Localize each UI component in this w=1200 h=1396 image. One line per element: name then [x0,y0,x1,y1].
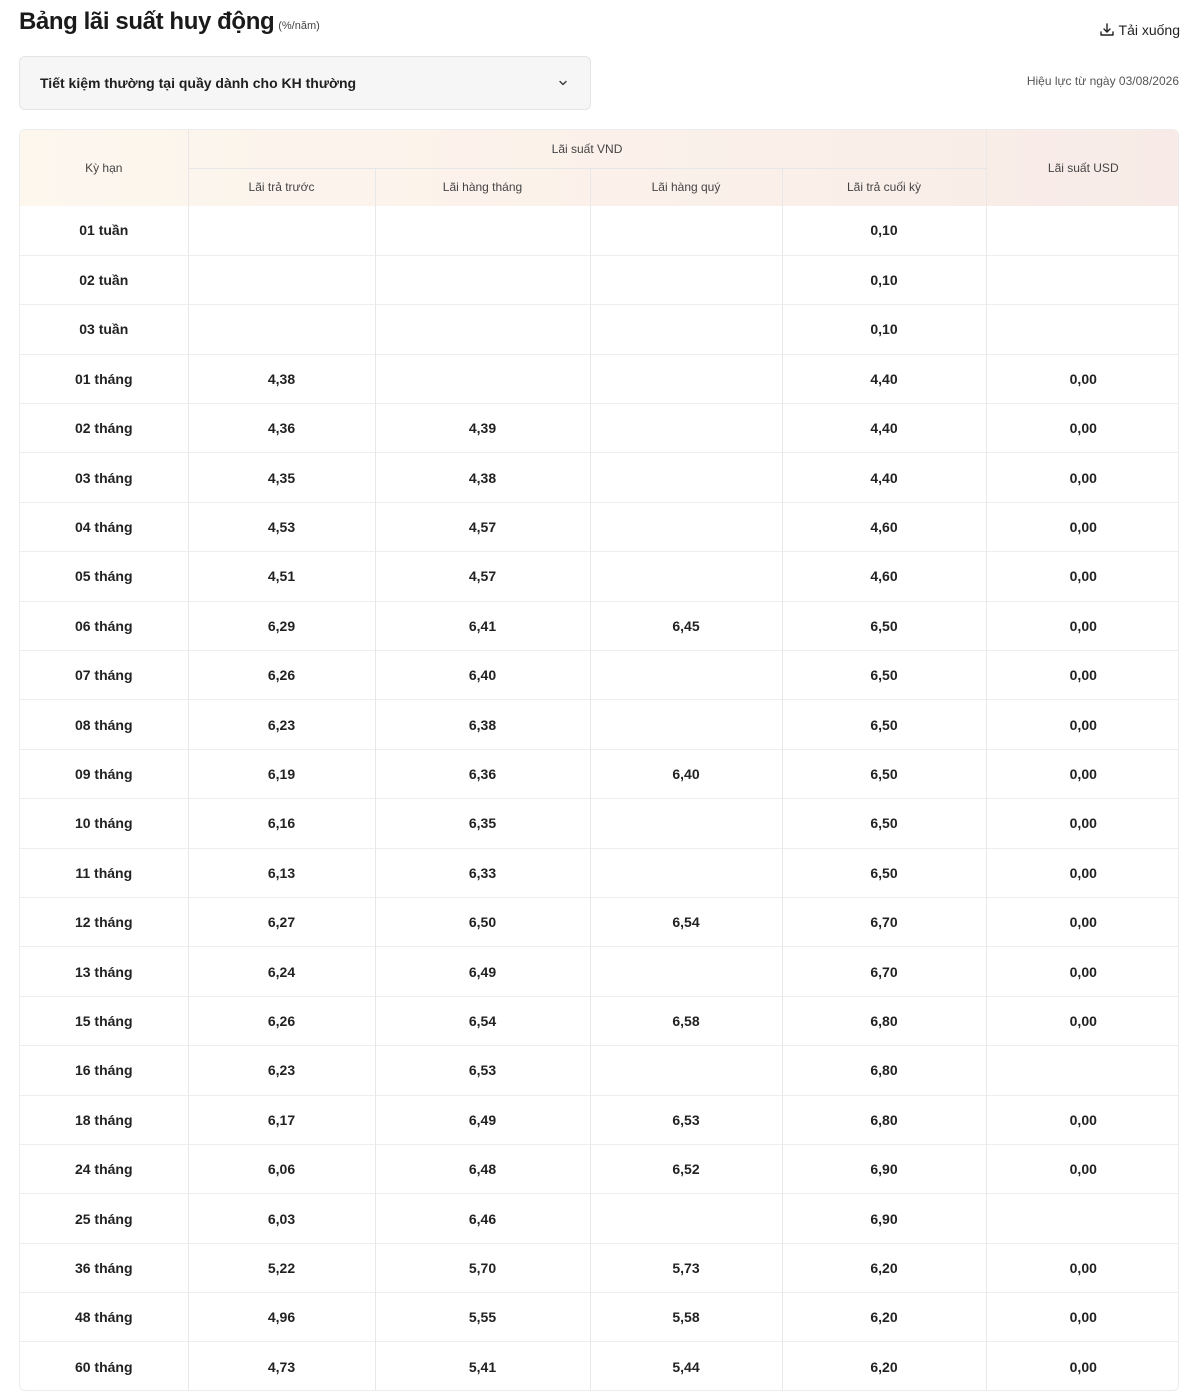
cell-term: 09 tháng [20,749,188,798]
cell-quarterly: 5,73 [590,1243,782,1292]
cell-usd: 0,00 [986,1293,1179,1342]
cell-quarterly [590,206,782,255]
cell-quarterly: 6,45 [590,601,782,650]
table-row [20,848,1179,897]
rates-table [20,130,1179,1391]
col-header-monthly: Lãi hàng tháng [375,168,590,206]
cell-quarterly [590,848,782,897]
cell-monthly: 6,36 [375,749,590,798]
cell-prepaid: 6,26 [188,996,375,1045]
cell-usd: 0,00 [986,651,1179,700]
cell-maturity: 6,50 [782,700,986,749]
cell-prepaid: 6,27 [188,897,375,946]
title-unit: (%/năm) [278,20,320,32]
cell-monthly: 5,41 [375,1342,590,1391]
cell-quarterly: 6,40 [590,749,782,798]
cell-term: 15 tháng [20,996,188,1045]
cell-monthly: 5,70 [375,1243,590,1292]
table-row [20,1046,1179,1095]
cell-term: 03 tháng [20,453,188,502]
cell-quarterly [590,552,782,601]
cell-maturity: 6,80 [782,996,986,1045]
cell-usd: 0,00 [986,947,1179,996]
cell-maturity: 6,70 [782,897,986,946]
cell-prepaid: 4,38 [188,354,375,403]
cell-usd [986,1046,1179,1095]
cell-usd: 0,00 [986,502,1179,551]
cell-maturity: 6,90 [782,1144,986,1193]
cell-usd: 0,00 [986,601,1179,650]
cell-quarterly [590,1194,782,1243]
cell-maturity: 4,40 [782,404,986,453]
cell-monthly: 4,38 [375,453,590,502]
download-button[interactable] [1099,22,1180,38]
cell-prepaid: 6,29 [188,601,375,650]
cell-monthly [375,305,590,354]
cell-prepaid: 4,73 [188,1342,375,1391]
cell-maturity: 6,50 [782,651,986,700]
cell-usd: 0,00 [986,700,1179,749]
cell-quarterly [590,799,782,848]
cell-prepaid: 6,19 [188,749,375,798]
cell-quarterly: 6,53 [590,1095,782,1144]
cell-term: 01 tuần [79,222,129,239]
cell-monthly: 6,38 [375,700,590,749]
cell-quarterly: 5,58 [590,1293,782,1342]
cell-maturity: 6,20 [782,1342,986,1391]
cell-monthly: 6,33 [375,848,590,897]
cell-maturity: 4,60 [782,552,986,601]
cell-prepaid: 5,22 [188,1243,375,1292]
title-group [19,8,320,36]
cell-term: 08 tháng [20,700,188,749]
cell-term: 05 tháng [20,552,188,601]
col-header-quarterly: Lãi hàng quý [590,168,782,206]
table-row [20,502,1179,551]
cell-term: 10 tháng [20,799,188,848]
cell-monthly [375,206,590,255]
cell-term: 24 tháng [20,1144,188,1193]
cell-quarterly: 5,44 [590,1342,782,1391]
cell-usd: 0,00 [986,354,1179,403]
cell-usd: 0,00 [986,1095,1179,1144]
cell-term: 11 tháng [20,848,188,897]
cell-monthly: 6,50 [375,897,590,946]
cell-term: 07 tháng [20,651,188,700]
cell-monthly [375,354,590,403]
cell-usd: 0,00 [986,897,1179,946]
cell-quarterly [590,404,782,453]
cell-usd: 0,00 [986,453,1179,502]
effective-date: Hiệu lực từ ngày 03/08/2026 [1026,74,1179,88]
cell-monthly: 6,54 [375,996,590,1045]
cell-term: 02 tuần [20,255,188,304]
table-row [20,1095,1179,1144]
cell-usd [986,305,1179,354]
cell-term: 60 tháng [20,1342,188,1391]
cell-maturity: 6,80 [782,1095,986,1144]
cell-maturity: 6,20 [782,1293,986,1342]
cell-term: 02 tháng [20,404,188,453]
download-label: Tải xuống [1118,22,1180,38]
cell-usd: 0,00 [986,799,1179,848]
rates-table-body [20,206,1179,1391]
cell-term: 16 tháng [20,1046,188,1095]
table-row [20,354,1179,403]
cell-maturity: 6,50 [782,601,986,650]
cell-usd [986,206,1179,255]
cell-term: 13 tháng [20,947,188,996]
col-header-usd: Lãi suất USD [986,130,1179,206]
cell-prepaid: 6,23 [188,1046,375,1095]
table-row [20,601,1179,650]
cell-monthly: 5,55 [375,1293,590,1342]
cell-maturity: 6,50 [782,749,986,798]
cell-maturity: 0,10 [782,206,986,255]
cell-monthly: 6,53 [375,1046,590,1095]
cell-quarterly [590,502,782,551]
cell-usd: 0,00 [986,552,1179,601]
table-row [20,749,1179,798]
cell-prepaid: 6,26 [188,651,375,700]
cell-quarterly [590,305,782,354]
cell-maturity: 4,40 [782,354,986,403]
col-header-maturity: Lãi trả cuối kỳ [782,168,986,206]
cell-monthly: 6,35 [375,799,590,848]
cell-monthly: 6,40 [375,651,590,700]
cell-quarterly [590,1046,782,1095]
rates-table-container [19,129,1179,1391]
cell-monthly: 6,41 [375,601,590,650]
cell-prepaid: 4,51 [188,552,375,601]
table-row [20,651,1179,700]
cell-prepaid: 6,06 [188,1144,375,1193]
cell-quarterly [590,354,782,403]
cell-usd [986,1194,1179,1243]
page-header [19,8,1180,44]
cell-term: 04 tháng [20,502,188,551]
table-row [20,453,1179,502]
cell-prepaid: 6,23 [188,700,375,749]
cell-maturity: 6,90 [782,1194,986,1243]
table-row [20,1144,1179,1193]
cell-term: 25 tháng [20,1194,188,1243]
cell-usd [986,255,1179,304]
table-row [20,1342,1179,1391]
chevron-down-icon [556,76,570,90]
cell-maturity: 6,50 [782,799,986,848]
cell-term: 36 tháng [20,1243,188,1292]
cell-monthly: 6,49 [375,947,590,996]
cell-prepaid [188,255,375,304]
table-row [20,897,1179,946]
table-row [20,552,1179,601]
table-row [20,255,1179,304]
table-row [20,799,1179,848]
cell-prepaid: 4,36 [188,404,375,453]
page-title: Bảng lãi suất huy động [19,8,275,35]
cell-term: 48 tháng [20,1293,188,1342]
cell-prepaid: 6,03 [188,1194,375,1243]
cell-term: 06 tháng [20,601,188,650]
cell-prepaid [188,305,375,354]
cell-quarterly: 6,52 [590,1144,782,1193]
cell-monthly: 6,46 [375,1194,590,1243]
cell-quarterly: 6,54 [590,897,782,946]
table-row [20,1194,1179,1243]
cell-prepaid [188,206,375,255]
cell-term: 03 tuần [20,305,188,354]
cell-maturity: 6,70 [782,947,986,996]
cell-maturity: 0,10 [782,305,986,354]
cell-monthly: 6,48 [375,1144,590,1193]
cell-quarterly [590,453,782,502]
cell-usd: 0,00 [986,1144,1179,1193]
cell-monthly: 4,57 [375,552,590,601]
cell-prepaid: 6,16 [188,799,375,848]
cell-term: 12 tháng [20,897,188,946]
product-select[interactable] [19,56,591,110]
col-header-term: Kỳ hạn [85,161,123,175]
table-row [20,1243,1179,1292]
cell-monthly: 6,49 [375,1095,590,1144]
cell-quarterly [590,255,782,304]
cell-quarterly [590,700,782,749]
cell-usd: 0,00 [986,1342,1179,1391]
col-group-vnd: Lãi suất VND [188,130,986,168]
cell-quarterly [590,651,782,700]
table-row [20,1293,1179,1342]
cell-term: 18 tháng [20,1095,188,1144]
cell-maturity: 4,40 [782,453,986,502]
cell-quarterly: 6,58 [590,996,782,1045]
cell-monthly [375,255,590,304]
cell-prepaid: 6,24 [188,947,375,996]
table-row [20,700,1179,749]
download-icon [1099,22,1115,38]
cell-usd: 0,00 [986,996,1179,1045]
cell-monthly: 4,57 [375,502,590,551]
table-row [20,947,1179,996]
col-header-prepaid: Lãi trả trước [188,168,375,206]
cell-maturity: 4,60 [782,502,986,551]
cell-maturity: 6,80 [782,1046,986,1095]
cell-quarterly [590,947,782,996]
cell-prepaid: 4,96 [188,1293,375,1342]
cell-prepaid: 4,35 [188,453,375,502]
table-row [20,305,1179,354]
cell-maturity: 0,10 [782,255,986,304]
cell-maturity: 6,50 [782,848,986,897]
product-select-value: Tiết kiệm thường tại quầy dành cho KH thường [40,75,357,91]
cell-prepaid: 4,53 [188,502,375,551]
cell-maturity: 6,20 [782,1243,986,1292]
table-row [20,996,1179,1045]
cell-usd: 0,00 [986,1243,1179,1292]
cell-term: 01 tháng [20,354,188,403]
table-row [20,206,1179,255]
cell-monthly: 4,39 [375,404,590,453]
cell-usd: 0,00 [986,848,1179,897]
cell-usd: 0,00 [986,404,1179,453]
cell-prepaid: 6,17 [188,1095,375,1144]
cell-usd: 0,00 [986,749,1179,798]
table-row [20,404,1179,453]
cell-prepaid: 6,13 [188,848,375,897]
